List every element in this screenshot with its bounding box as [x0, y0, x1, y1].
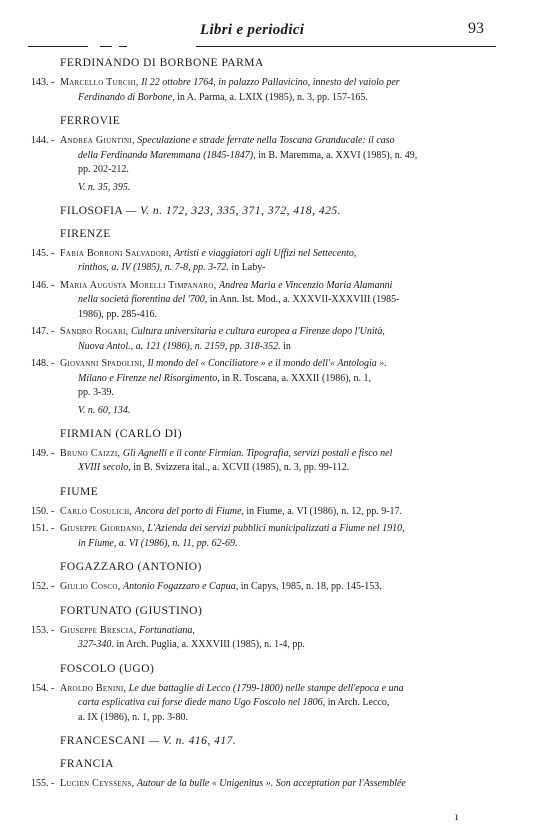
entry-source: in Capys, 1985, n. 18, pp. 145-153. — [238, 581, 382, 592]
section-heading-text: FORTUNATO (GIUSTINO) — [60, 604, 203, 617]
entry-continuation — [60, 638, 484, 653]
entry-number: 153. - — [31, 624, 55, 636]
bibliography-entry — [0, 777, 550, 792]
entry-pages: pp. 202-212. — [78, 164, 129, 175]
entry-body — [60, 247, 484, 276]
section-heading-text: FIRENZE — [60, 227, 111, 240]
entry-author: Giovanni Spadolini, — [60, 358, 145, 369]
header-rule — [196, 46, 496, 47]
entry-author: Maria Augusta Morelli Timpanaro, — [60, 279, 217, 291]
entry-number: 152. - — [31, 581, 55, 592]
entry-source: in Fiume, a. VI (1986), n. 12, pp. 9-17. — [243, 505, 403, 517]
bibliography-entry — [0, 505, 550, 520]
bibliography-list — [0, 56, 550, 795]
running-head — [0, 18, 550, 48]
entry-title: Ancora del porto di Fiume, — [134, 505, 244, 517]
bibliography-entry — [0, 134, 550, 178]
section-heading-text: FERROVIE — [60, 115, 121, 127]
entry-body — [60, 447, 484, 476]
entry-body — [60, 682, 484, 726]
entry-title: Il 22 ottobre 1764, in palazzo Pallavicino, innesto del vaiolo per — [141, 77, 400, 88]
see-also-ref: — V. n. 172, 323, 335, 371, 372, 418, 425. — [126, 204, 342, 217]
entry-body — [60, 624, 484, 653]
entry-number: 148. - — [31, 358, 55, 369]
entry-number: 147. - — [31, 326, 55, 337]
entry-title: Andrea Maria e Vincenzio Maria Alamanni — [219, 279, 393, 291]
bottom-mark: ı — [455, 812, 459, 823]
entry-body — [60, 279, 484, 323]
entry-body — [60, 505, 484, 520]
entry-body — [60, 134, 484, 178]
section-heading-text: FOGAZZARO (ANTONIO) — [60, 561, 202, 573]
entry-number: 154. - — [31, 682, 55, 694]
section-heading-text: FIRMIAN (CARLO DI) — [60, 427, 183, 440]
see-also-ref: V. n. 35, 395. — [78, 181, 131, 193]
bibliography-entry — [0, 247, 550, 276]
entry-author: Bruno Caizzi, — [60, 447, 121, 459]
entry-continuation — [60, 537, 484, 552]
entry-title: Antonio Fogazzaro e Capua, — [123, 581, 239, 592]
entry-title-cont: in Fiume, a. VI (1986), n. 11, pp. 62-69. — [78, 537, 238, 549]
section-heading — [60, 427, 550, 441]
bibliography-entry — [0, 580, 550, 595]
entry-title: Le due battaglie di Lecco (1799-1800) nelle stampe dell'epoca e una — [128, 682, 404, 694]
entry-title: L'Azienda dei servizi pubblici municipalizzati a Fiume nel 1910, — [147, 523, 405, 534]
entry-number: 149. - — [31, 447, 55, 459]
entry-source: in Ann. Ist. Mod., a. XXXVII-XXXVIII (1985- — [207, 294, 400, 305]
bibliography-entry — [0, 682, 550, 726]
header-rule — [28, 46, 88, 47]
bibliography-entry — [0, 279, 550, 323]
entry-title: Autour de la bulle « Unigenitus ». Son acceptation par l'Assemblée — [136, 778, 406, 789]
entry-title-cont: Milano e Firenze nel Risorgimento, — [78, 372, 220, 384]
entry-title: Fortunatiana, — [139, 624, 195, 636]
entry-number: 151. - — [31, 523, 55, 534]
entry-continuation — [60, 91, 484, 106]
bibliography-entry — [0, 522, 550, 551]
entry-title: Il mondo del « Conciliatore » e il mondo dell'« Antologia ». — [147, 358, 387, 369]
entry-pages: pp. 3-39. — [78, 387, 114, 398]
entry-author: Sandro Rogari, — [60, 326, 129, 337]
section-heading — [60, 56, 550, 70]
section-heading — [60, 227, 550, 241]
section-heading-text: FERDINANDO DI BORBONE PARMA — [60, 57, 264, 69]
entry-source: in B. Svizzera ital., a. XCVII (1985), n. 3, pp. 99-112. — [130, 462, 350, 473]
page-number: 93 — [468, 20, 484, 37]
entry-title-cont: 327-340. — [78, 639, 114, 650]
entry-source: in R. Toscana, a. XXXII (1986), n. 1, — [219, 372, 372, 384]
entry-title: Speculazione e strade ferrate nella Toscana Granducale: il caso — [137, 135, 395, 146]
section-heading — [60, 734, 550, 748]
entry-continuation — [60, 340, 484, 355]
section-heading — [60, 662, 550, 676]
entry-source: in Arch. Puglia, a. XXXVIII (1985), n. 1-4, pp. — [113, 639, 305, 650]
entry-title: Cultura universitaria e cultura europea a Firenze dopo l'Unità, — [131, 326, 385, 337]
entry-continuation — [60, 461, 484, 476]
entry-title-cont: Nuova Antol., a. 121 (1986), n. 2159, pp. 318-352. — [78, 340, 281, 352]
see-also-ref: V. n. 60, 134. — [78, 404, 131, 416]
section-heading — [60, 114, 550, 128]
entry-source: in A. Parma, a. LXIX (1985), n. 3, pp. 157-165. — [174, 91, 368, 103]
entry-title-cont: Ferdinando di Borbone, — [78, 91, 175, 103]
section-heading — [60, 204, 550, 218]
entry-title-cont: XVIII secolo, — [78, 462, 131, 473]
entry-author: Lucien Ceyssens, — [60, 778, 135, 789]
entry-title: Artisti e viaggiatori agli Uffizi nel Settecento, — [173, 247, 357, 259]
entry-continuation — [60, 372, 484, 387]
bibliography-entry — [0, 624, 550, 653]
entry-title-cont: rinthos, a. IV (1985), n. 7-8, pp. 3-72. — [78, 262, 229, 273]
entry-pages: 1986), pp. 285-416. — [78, 308, 158, 320]
entry-title-cont: nella società fiorentina del '700, — [78, 294, 208, 305]
entry-body — [60, 522, 484, 551]
running-title: Libri e periodici — [200, 22, 305, 38]
section-heading — [60, 604, 550, 618]
entry-title: Gli Agnelli e il conte Firmian. Tipografia, servizi postali e fisco nel — [122, 447, 393, 459]
entry-author: Marcello Turchi, — [60, 77, 139, 88]
header-rule — [119, 46, 127, 47]
section-heading — [60, 560, 550, 574]
entry-source: in Laby- — [228, 262, 266, 273]
entry-author: Fabia Borroni Salvadori, — [60, 247, 172, 259]
entry-continuation — [60, 261, 484, 276]
entry-author: Aroldo Benini, — [60, 682, 127, 694]
entry-body — [60, 76, 484, 105]
entry-number: 143. - — [31, 77, 55, 88]
bibliography-entry — [0, 447, 550, 476]
entry-body — [60, 325, 484, 354]
entry-author: Andrea Giuntini, — [60, 135, 135, 146]
section-heading — [60, 757, 550, 771]
entry-author: Carlo Cosulich, — [60, 505, 133, 517]
entry-number: 155. - — [31, 778, 55, 789]
entry-continuation — [60, 293, 484, 308]
entry-number: 150. - — [31, 505, 55, 517]
entry-number: 146. - — [31, 279, 55, 291]
bibliography-entry — [0, 76, 550, 105]
section-heading-text: FRANCIA — [60, 758, 114, 770]
bibliography-entry — [0, 357, 550, 401]
entry-body — [60, 357, 484, 401]
section-heading-text: FOSCOLO (UGO) — [60, 662, 155, 675]
entry-source: in — [280, 340, 291, 352]
entry-author: Giulio Cosco, — [60, 581, 121, 592]
entry-title-cont: carta esplicativa cui forse diede mano Ugo Foscolo nel 1806, — [78, 697, 326, 708]
entry-pages: a. IX (1986), n. 1, pp. 3-80. — [78, 711, 188, 723]
entry-author: Giuseppe Brescia, — [60, 624, 137, 636]
entry-source: in Arch. Lecco, — [325, 697, 390, 708]
entry-source: in B. Maremma, a. XXVI (1985), n. 49, — [255, 149, 418, 161]
section-heading-text: FIUME — [60, 485, 99, 498]
entry-number: 145. - — [31, 247, 55, 259]
bibliography-entry — [0, 325, 550, 354]
entry-title-cont: della Ferdinanda Maremmana (1845-1847), — [78, 149, 256, 161]
entry-body — [60, 777, 484, 792]
entry-body — [60, 580, 484, 595]
see-also-ref: — V. n. 416, 417. — [148, 735, 237, 747]
entry-continuation — [60, 696, 484, 711]
entry-number: 144. - — [31, 135, 55, 146]
header-rule — [100, 46, 112, 47]
section-heading — [60, 485, 550, 499]
entry-continuation — [60, 149, 484, 164]
section-heading-text: FILOSOFIA — [60, 204, 123, 217]
section-heading-text: FRANCESCANI — [60, 735, 146, 747]
entry-author: Giuseppe Giordano, — [60, 523, 145, 534]
